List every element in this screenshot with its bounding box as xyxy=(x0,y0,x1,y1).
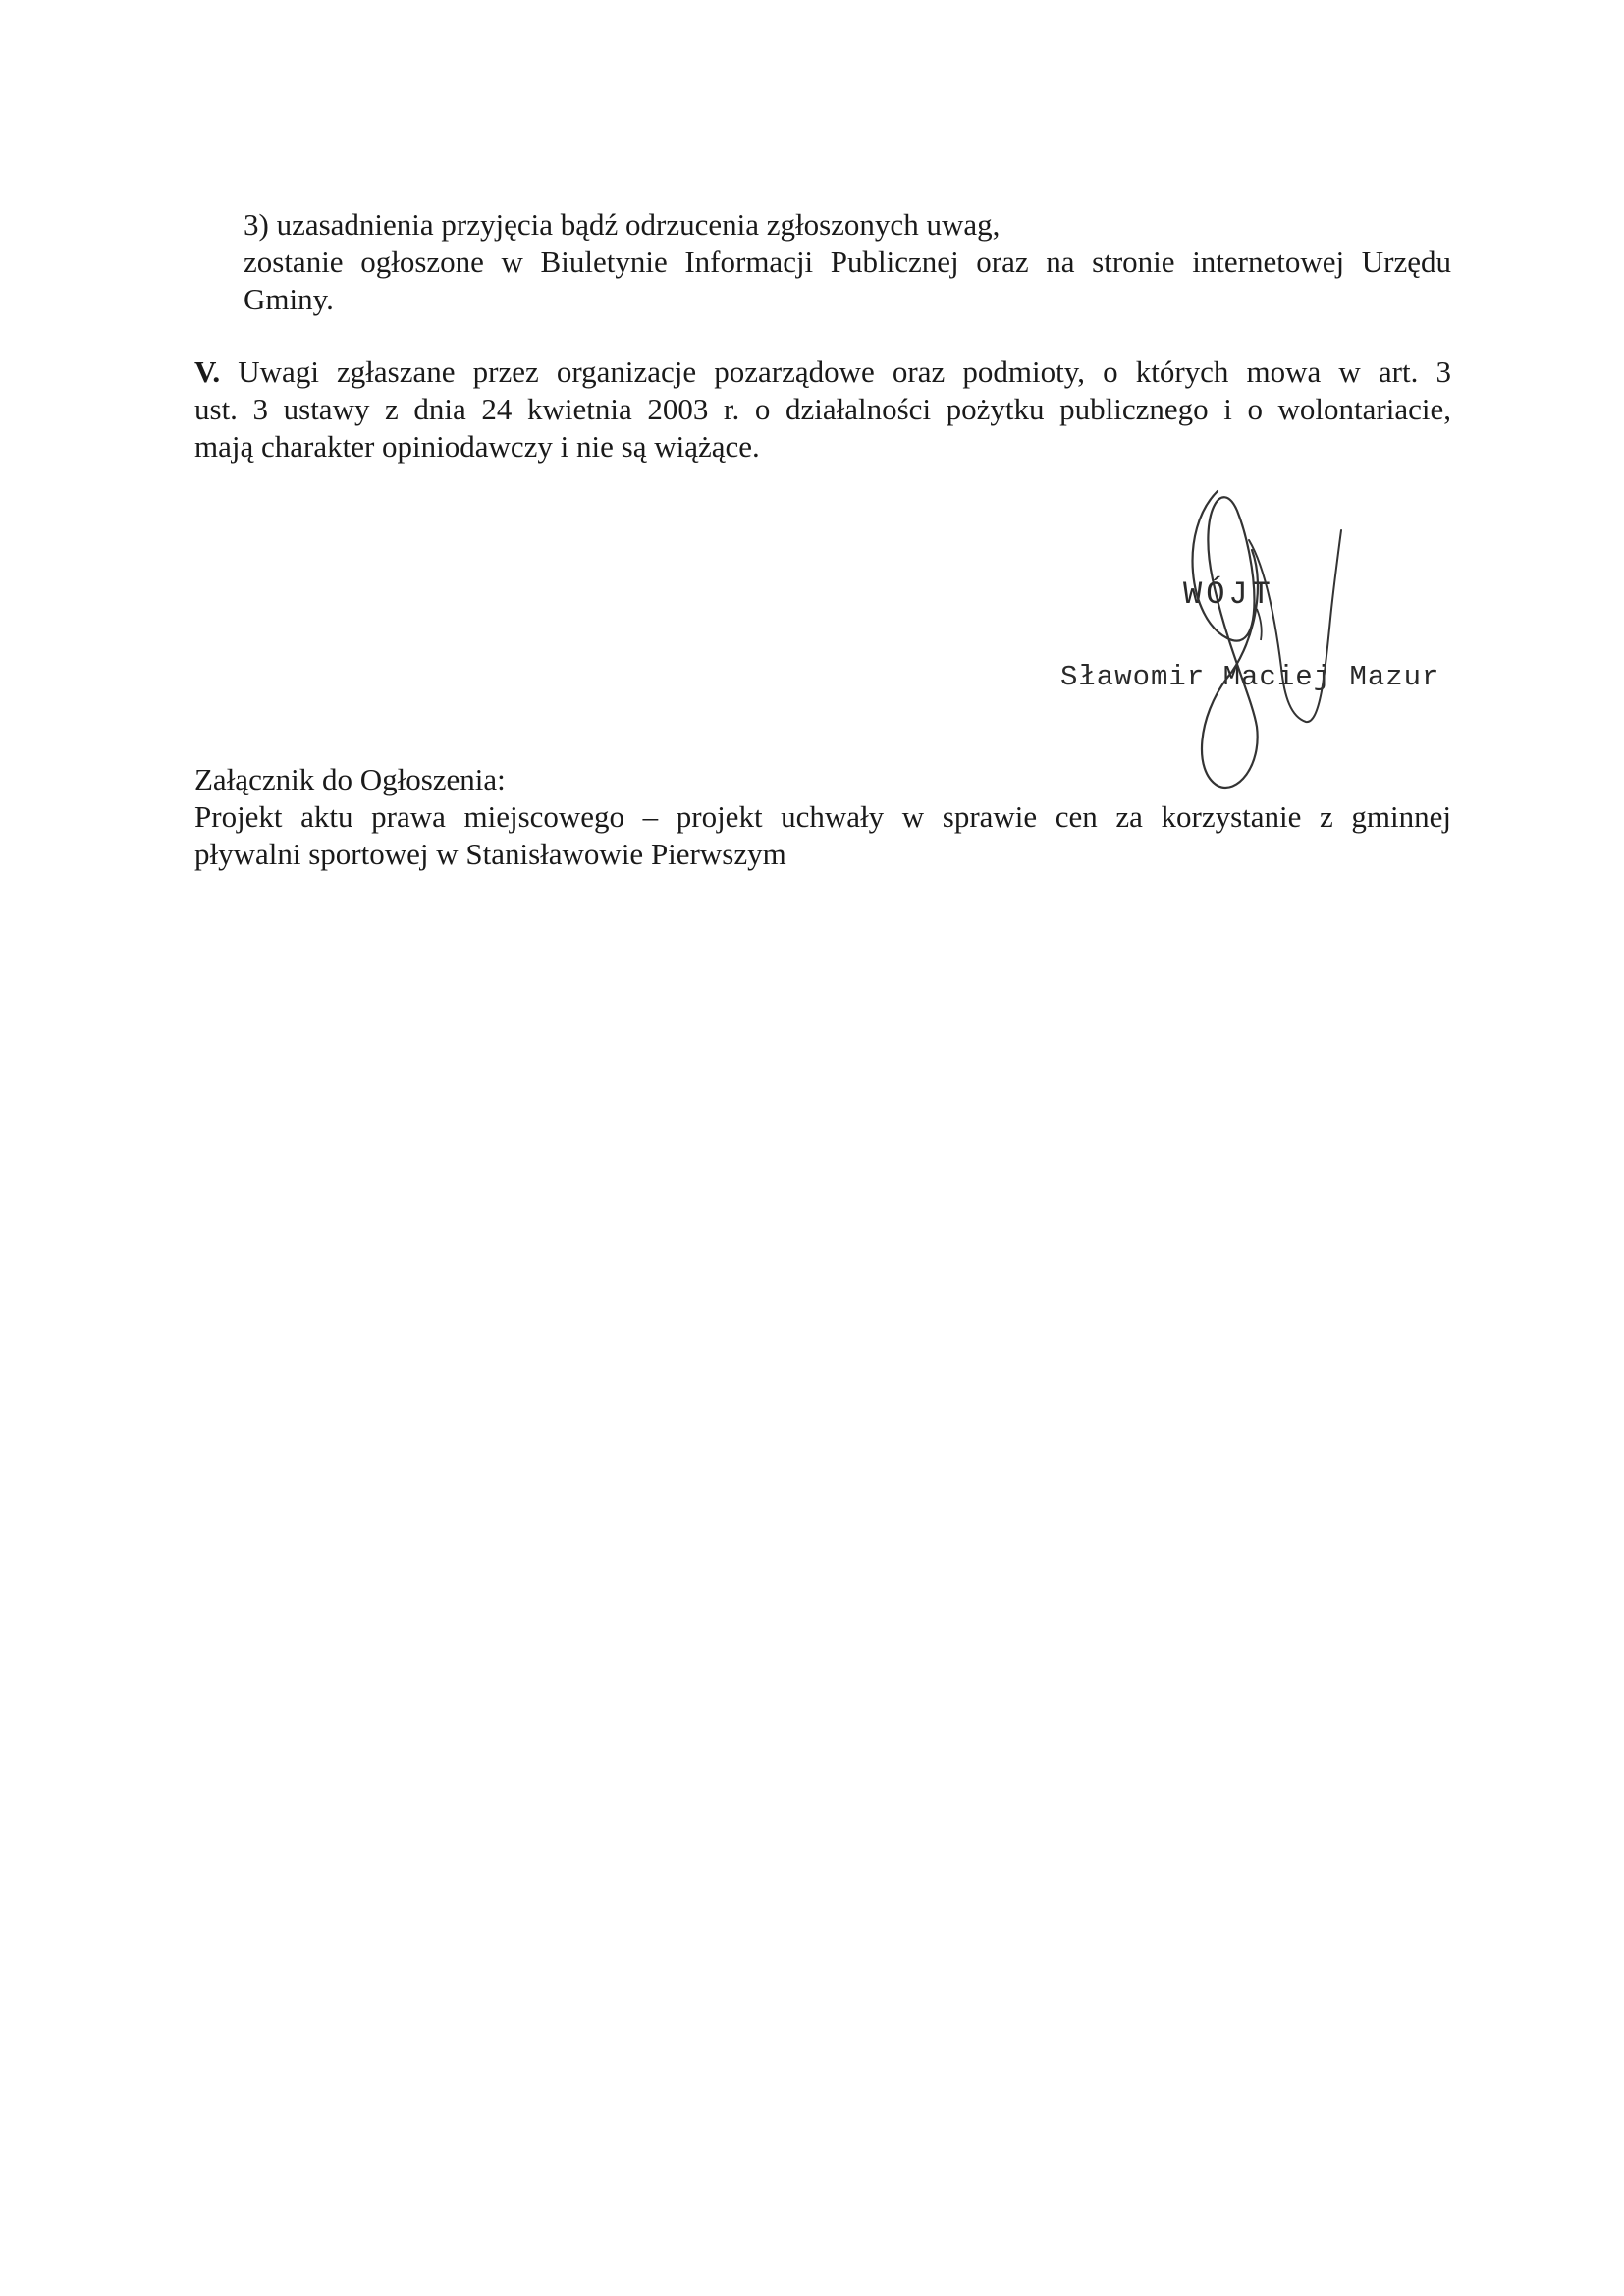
section-v-line-3: mają charakter opiniodawczy i nie są wiążące. xyxy=(194,429,760,464)
point-3-line-2: zostanie ogłoszone w Biuletynie Informacji Publicznej oraz na stronie internetowej Urzędu xyxy=(244,245,1451,279)
annex-heading: Załącznik do Ogłoszenia: xyxy=(194,762,506,796)
stamp-name: Sławomir Maciej Mazur xyxy=(1060,661,1440,693)
point-3-paragraph xyxy=(244,206,1451,318)
annex-line-2: pływalni sportowej w Stanisławowie Pierwszym xyxy=(194,837,786,871)
point-3-line-3: Gminy. xyxy=(244,282,334,316)
annex-line-1: Projekt aktu prawa miejscowego – projekt uchwały w sprawie cen za korzystanie z gminnej xyxy=(194,799,1451,834)
section-v-line-2: ust. 3 ustawy z dnia 24 kwietnia 2003 r. o działalności pożytku publicznego i o wolontariacie, xyxy=(194,392,1451,426)
section-v-paragraph xyxy=(194,354,1451,465)
section-v-line-1-text: Uwagi zgłaszane przez organizacje pozarządowe oraz podmioty, o których mowa w art. 3 xyxy=(238,355,1451,389)
section-v-numeral: V. xyxy=(194,355,221,389)
point-3-line-1: 3) uzasadnienia przyjęcia bądź odrzucenia zgłoszonych uwag, xyxy=(244,207,1001,242)
annex-paragraph xyxy=(194,761,1451,873)
section-v-line-1 xyxy=(194,354,1451,391)
stamp-title: WÓJT xyxy=(1183,576,1274,613)
